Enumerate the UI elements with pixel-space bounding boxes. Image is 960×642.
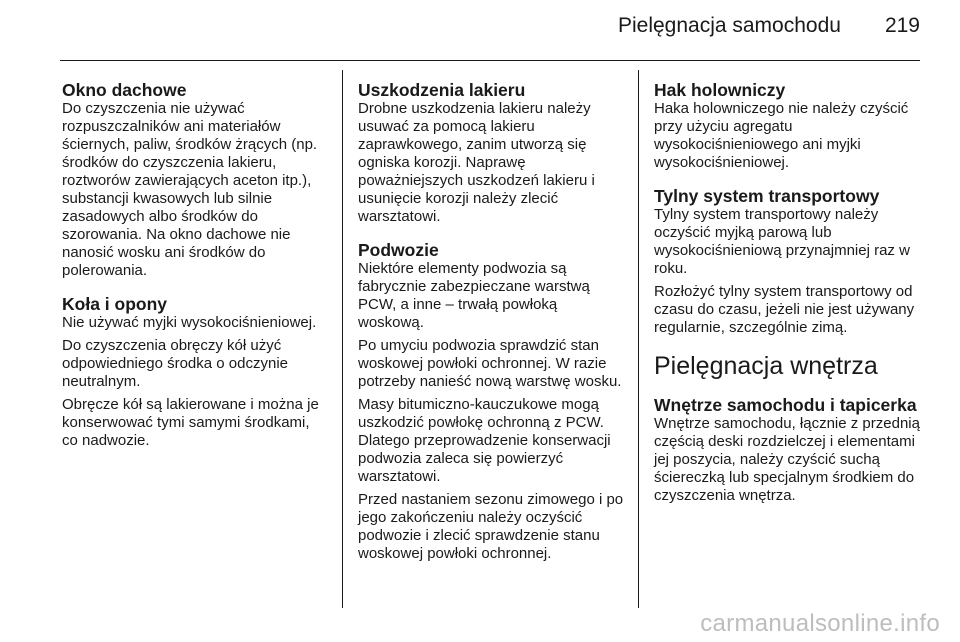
section-heading: Okno dachowe <box>62 80 187 100</box>
section-wheels-tyres <box>62 294 328 450</box>
page-header <box>618 14 920 38</box>
section-heading: Podwozie <box>358 240 439 260</box>
section-interior <box>654 395 920 505</box>
paragraph: Haka holowniczego nie należy czyścić przy użyciu agregatu wysokociśnieniowego ani myjki wysokociśnieniowej. <box>654 100 909 171</box>
section-heading: Hak holowniczy <box>654 80 786 100</box>
paragraph: Nie używać myjki wysokociśnieniowej. <box>62 314 317 331</box>
column-divider-2 <box>638 70 639 608</box>
page-title: Pielęgnacja samochodu <box>617 14 841 37</box>
column-3 <box>654 80 920 519</box>
paragraph: Przed nastaniem sezonu zimowego i po jego zakończeniu należy oczyścić podwozie i zlecić sprawdzenie stanu woskowej powłoki ochronnej. <box>358 491 624 562</box>
section-paint-damage <box>358 80 624 226</box>
section-heading: Uszkodzenia lakieru <box>358 80 526 100</box>
paragraph: Drobne uszkodzenia lakieru należy usuwać za pomocą lakieru zaprawkowego, zanim utworzą się ogniska korozji. Naprawę poważniejszych uszkodzeń lakieru i usunięcie korozji należy zlecić warsztatowi. <box>358 100 595 225</box>
section-heading: Wnętrze samochodu i tapicerka <box>654 395 917 415</box>
paragraph: Wnętrze samochodu, łącznie z przednią częścią deski rozdzielczej i elementami jej poszycia, należy czyścić suchą ściereczką lub specjalnym środkiem do czyszczenia wnętrza. <box>654 415 920 504</box>
paragraph: Do czyszczenia obręczy kół użyć odpowiedniego środka o odczynie neutralnym. <box>62 337 288 390</box>
paragraph: Tylny system transportowy należy oczyścić myjką parową lub wysokociśnieniową przynajmniej raz w roku. <box>654 206 910 277</box>
column-2 <box>358 80 624 577</box>
column-divider-1 <box>342 70 343 608</box>
watermark: carmanualsonline.info <box>700 610 940 637</box>
section-towing-hitch <box>654 80 920 172</box>
section-heading: Tylny system transportowy <box>654 186 880 206</box>
chapter-title: Pielęgnacja wnętrza <box>654 352 878 380</box>
header-divider <box>60 60 920 61</box>
paragraph: Niektóre elementy podwozia są fabrycznie zabezpieczane warstwą PCW, a inne – trwałą powłoką woskową. <box>358 260 590 331</box>
paragraph: Rozłożyć tylny system transportowy od czasu do czasu, jeżeli nie jest używany regularnie, szczególnie zimą. <box>654 283 915 336</box>
paragraph: Masy bitumiczno-kauczukowe mogą uszkodzić powłokę ochronną z PCW. Dlatego przeprowadzenie konserwacji podwozia zaleca się powierzyć warsztatowi. <box>358 396 611 485</box>
section-underbody <box>358 240 624 563</box>
paragraph: Obręcze kół są lakierowane i można je konserwować tymi samymi środkami, co nadwozie. <box>62 396 319 449</box>
paragraph: Do czyszczenia nie używać rozpuszczalników ani materiałów ściernych, paliw, środków żrących (np. środków do czyszczenia lakieru, roztworów zawierających aceton itp.), substancji kwasowych lub silnie zasadowych albo środków do szorowania. Na okno dachowe nie nanosić wosku ani środków do polerowania. <box>62 100 318 279</box>
page-number: 219 <box>884 14 920 37</box>
section-sunroof <box>62 80 328 280</box>
paragraph: Po umyciu podwozia sprawdzić stan woskowej powłoki ochronnej. W razie potrzeby nanieść nową warstwę wosku. <box>358 337 622 390</box>
section-heading: Koła i opony <box>62 294 167 314</box>
column-1 <box>62 80 328 464</box>
section-rear-carrier <box>654 186 920 337</box>
